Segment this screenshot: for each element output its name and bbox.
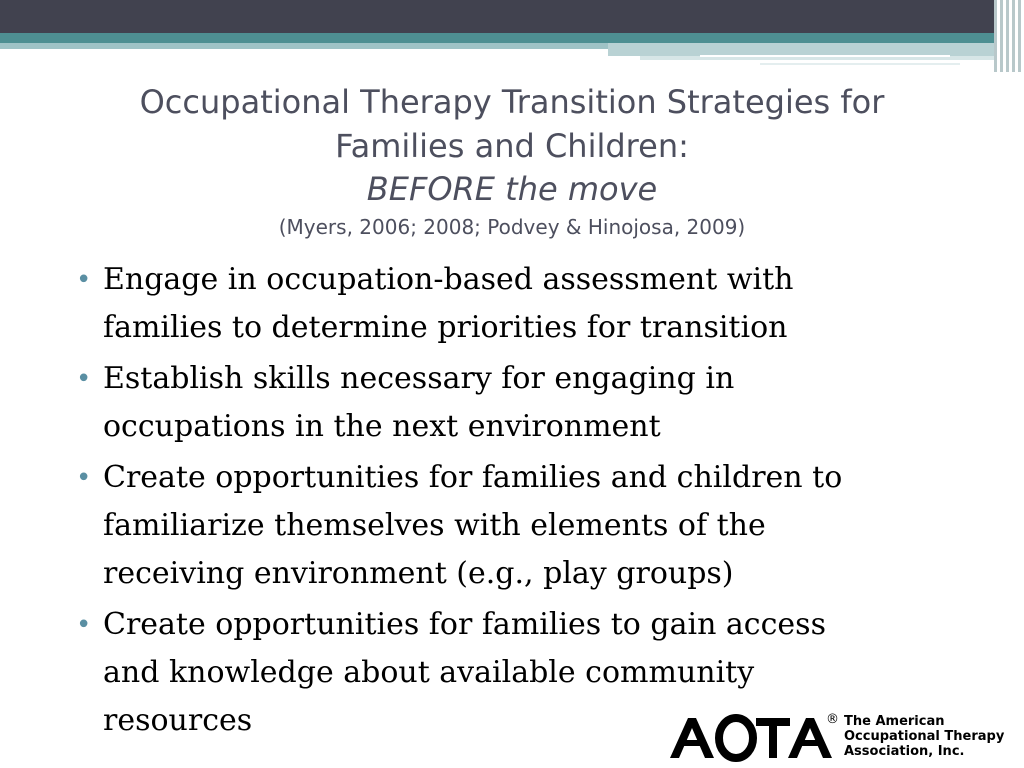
bullet-text-line: familiarize themselves with elements of the: [103, 508, 766, 543]
slide-title: [60, 80, 964, 242]
header-accent-line: [700, 55, 950, 57]
title-line-2: Families and Children:: [335, 127, 689, 165]
aota-logo-mark-icon: [668, 712, 838, 764]
bullet-text-line: Engage in occupation-based assessment with: [103, 262, 794, 297]
bullet-item: [72, 454, 972, 598]
bullet-text-line: and knowledge about available community: [103, 655, 755, 690]
aota-logo-text: [844, 714, 1014, 759]
aota-logo: [668, 712, 1008, 764]
bullet-text-line: Create opportunities for families and children to: [103, 460, 843, 495]
bullet-item: [72, 256, 972, 352]
header-accent-line-lower: [760, 63, 960, 65]
bullet-text-line: occupations in the next environment: [103, 409, 661, 444]
citation: (Myers, 2006; 2008; Podvey & Hinojosa, 2009): [278, 215, 746, 239]
logo-text-line: The American: [844, 714, 945, 729]
bullet-list: [72, 256, 972, 748]
bullet-item: [72, 355, 972, 451]
title-line-1: Occupational Therapy Transition Strategies for: [139, 83, 885, 121]
bullet-icon: •: [76, 265, 92, 295]
logo-text-line: Occupational Therapy: [844, 729, 1005, 744]
bullet-icon: •: [76, 463, 92, 493]
bullet-text-line: Establish skills necessary for engaging in: [103, 361, 735, 396]
bullet-text-line: Create opportunities for families to gain access: [103, 607, 826, 642]
bullet-icon: •: [76, 364, 92, 394]
bullet-text-line: families to determine priorities for transition: [103, 310, 788, 345]
logo-text-line: Association, Inc.: [844, 744, 965, 759]
title-subheading: BEFORE the move: [366, 170, 658, 208]
header-bar-teal: [0, 33, 1024, 43]
registered-mark: ®: [826, 712, 839, 727]
bullet-text-line: resources: [103, 703, 253, 738]
bullet-text-line: receiving environment (e.g., play groups): [103, 556, 734, 591]
bullet-icon: •: [76, 610, 92, 640]
header-vertical-stripes: [994, 0, 1024, 72]
header-bar-dark: [0, 0, 1024, 33]
